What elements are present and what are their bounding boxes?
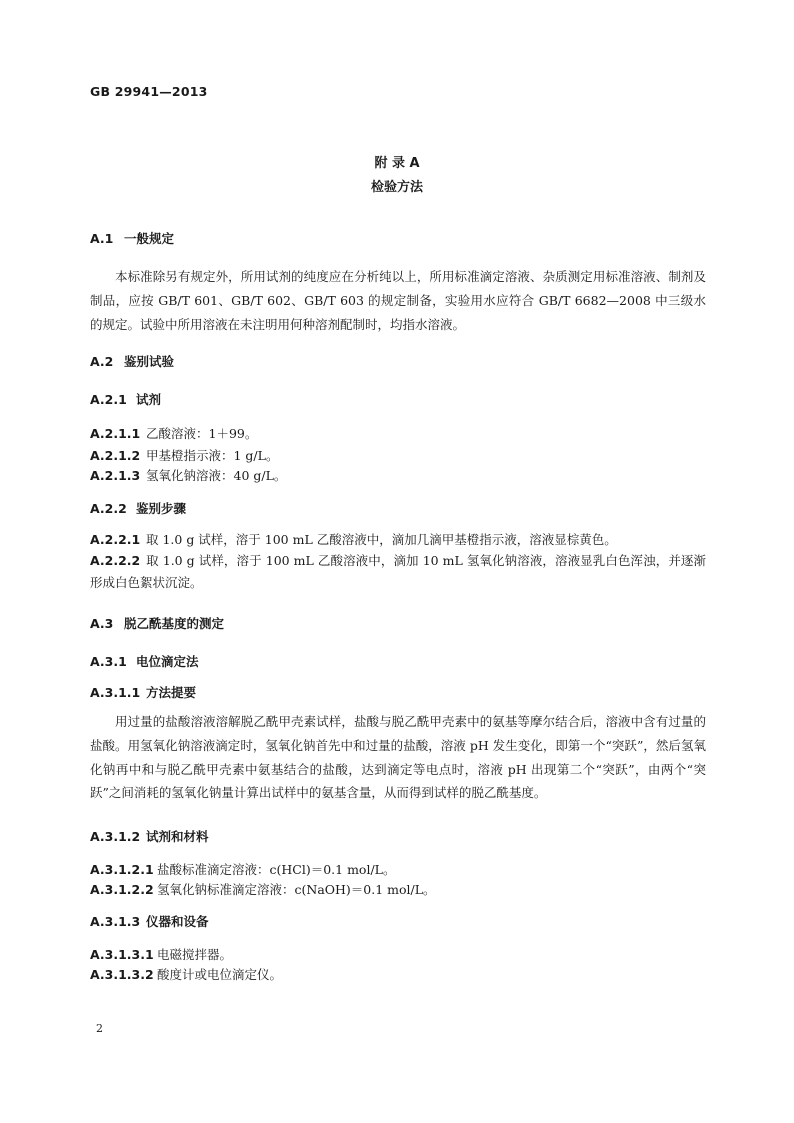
section-number: A.1 [90,231,114,246]
section-title: 鉴别试验 [124,354,175,369]
item-number: A.3.1.3.1 [90,947,154,962]
section-number: A.3.1.2 [90,829,141,844]
item-a212 [90,446,278,464]
section-title: 脱乙酰基度的测定 [124,616,225,631]
item-a3122 [90,880,436,898]
item-text: 氢氧化钠溶液：40 g/L。 [146,468,287,483]
section-number: A.3 [90,616,114,631]
section-title: 方法提要 [146,685,197,700]
item-text: 甲基橙指示液：1 g/L。 [146,448,279,463]
section-number: A.2 [90,354,114,369]
section-title: 鉴别步骤 [136,501,187,516]
section-title: 试剂 [136,392,162,407]
item-number: A.3.1.3.2 [90,967,154,982]
standard-code: GB 29941—2013 [90,84,208,99]
paragraph-a1: 本标准除另有规定外，所用试剂的纯度应在分析纯以上，所用标准滴定溶液、杂质测定用标准溶液、制剂及制品，应按 GB/T 601、GB/T 602、GB/T 603 的规定制备，实验用水应符合 GB/T 6682—2008 中三级水的规定。试验中所用溶液在未注明用何种溶剂配制时，均指水溶液。 [90,269,706,332]
section-a1 [90,229,174,247]
item-a213 [90,466,286,484]
section-title: 电位滴定法 [136,654,199,669]
section-a312 [90,827,209,845]
section-a22 [90,499,186,517]
item-number: A.3.1.2.2 [90,882,154,897]
item-text: 酸度计或电位滴定仪。 [157,967,283,982]
section-number: A.2.2 [90,501,127,516]
item-text: 取 1.0 g 试样，溶于 100 mL 乙酸溶液中，滴加 10 mL 氢氧化钠溶液，溶液显乳白色浑浊，并逐渐形成白色絮状沉淀。 [90,553,706,590]
item-a211 [90,424,257,442]
item-a3131 [90,945,232,963]
item-number: A.2.1.1 [90,426,141,441]
section-title: 仪器和设备 [146,914,209,929]
page-number: 2 [96,1022,103,1035]
item-a222 [90,550,706,594]
section-a2 [90,352,174,370]
section-a311 [90,683,196,701]
item-number: A.2.2.1 [90,532,141,547]
section-title: 一般规定 [124,231,175,246]
item-number: A.3.1.2.1 [90,862,154,877]
item-text: 取 1.0 g 试样，溶于 100 mL 乙酸溶液中，滴加几滴甲基橙指示液，溶液显棕黄色。 [146,532,617,547]
item-a3121 [90,860,395,878]
item-a221 [90,530,617,548]
appendix-title: 检验方法 [370,180,423,195]
item-text: 氢氧化钠标准滴定溶液：c(NaOH)＝0.1 mol/L。 [157,882,436,897]
section-number: A.3.1.1 [90,685,141,700]
section-a3 [90,614,224,632]
item-a3132 [90,965,282,983]
section-number: A.2.1 [90,392,127,407]
section-number: A.3.1 [90,654,127,669]
appendix-label: 附 录 A [374,156,420,171]
section-title: 试剂和材料 [146,829,209,844]
item-text: 盐酸标准滴定溶液：c(HCl)＝0.1 mol/L。 [157,862,396,877]
item-number: A.2.1.2 [90,448,141,463]
section-a313 [90,912,209,930]
section-a31 [90,652,199,670]
section-number: A.3.1.3 [90,914,141,929]
item-text: 电磁搅拌器。 [157,947,233,962]
paragraph-a311: 用过量的盐酸溶液溶解脱乙酰甲壳素试样，盐酸与脱乙酰甲壳素中的氨基等摩尔结合后，溶液中含有过量的盐酸。用氢氧化钠溶液滴定时，氢氧化钠首先中和过量的盐酸，溶液 pH 发生变化，即第一个“突跃”，然后氢氧化钠再中和与脱乙酰甲壳素中氨基结合的盐酸，达到滴定等电点时，溶液 pH 出现第二个“突跃”，由两个“突跃”之间消耗的氢氧化钠量计算出试样中的氨基含量，从而得到试样的脱乙酰基度。 [90,714,706,801]
item-number: A.2.1.3 [90,468,141,483]
item-text: 乙酸溶液：1＋99。 [146,426,258,441]
item-number: A.2.2.2 [90,553,141,568]
section-a21 [90,390,161,408]
